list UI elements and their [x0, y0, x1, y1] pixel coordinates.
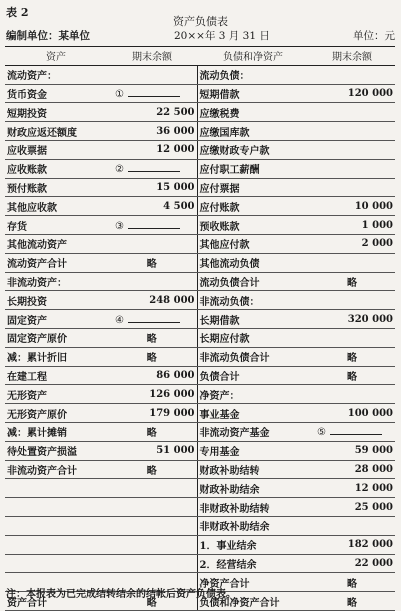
table-row [5, 385, 395, 404]
table-row [5, 216, 395, 235]
table-header-row [5, 47, 395, 66]
asset-name: 长期投资 [5, 291, 107, 310]
liability-balance [309, 65, 395, 84]
liability-balance [309, 140, 395, 159]
asset-name: 流动资产合计 [5, 253, 107, 272]
liability-name: 流动负债合计 [197, 272, 309, 291]
asset-balance [107, 216, 197, 235]
asset-name [5, 498, 107, 517]
liability-balance: 2 000 [309, 234, 395, 253]
liability-balance: 12 000 [309, 479, 395, 498]
asset-balance: 4 500 [107, 197, 197, 216]
answer-blank [128, 219, 180, 229]
asset-balance: 略 [107, 592, 197, 611]
table-row [5, 535, 395, 554]
asset-balance [107, 65, 197, 84]
liability-name: 长期借款 [197, 310, 309, 329]
table-row [5, 253, 395, 272]
liability-balance: 略 [309, 592, 395, 611]
liability-balance [309, 178, 395, 197]
table-row [5, 347, 395, 366]
liability-name: 净资产合计 [197, 573, 309, 592]
asset-balance: 51 000 [107, 441, 197, 460]
footnote: 注：本报表为已完成结转结余的结帐后资产负债表。 [6, 589, 236, 600]
liability-balance: 1 000 [309, 216, 395, 235]
table-row [5, 234, 395, 253]
table-number: 表 2 [6, 6, 29, 19]
liability-name: 应缴财政专户款 [197, 140, 309, 159]
header-assets-balance: 期末余额 [107, 47, 197, 66]
liability-name: 净资产： [197, 385, 309, 404]
table-row [5, 103, 395, 122]
liability-name: 应付票据 [197, 178, 309, 197]
asset-name: 应收票据 [5, 140, 107, 159]
asset-name: 资产合计 [5, 592, 107, 611]
asset-name: 货币资金 [5, 84, 107, 103]
asset-name: 非流动资产： [5, 272, 107, 291]
asset-name: 非流动资产合计 [5, 460, 107, 479]
table-row [5, 178, 395, 197]
asset-name: 无形资产 [5, 385, 107, 404]
table-row [5, 328, 395, 347]
header-info-row [6, 28, 395, 44]
liability-name: 长期应付款 [197, 328, 309, 347]
asset-balance [107, 554, 197, 573]
liability-name: 1．事业结余 [197, 535, 309, 554]
table-row [5, 404, 395, 423]
asset-balance: 略 [107, 460, 197, 479]
answer-marker: ③ [115, 220, 124, 232]
asset-name: 短期投资 [5, 103, 107, 122]
liability-name: 其他应付款 [197, 234, 309, 253]
liability-name: 应付职工薪酬 [197, 159, 309, 178]
table-row [5, 272, 395, 291]
liability-name: 负债合计 [197, 366, 309, 385]
balance-sheet-table [5, 46, 395, 611]
org-label: 编制单位：某单位 [6, 30, 90, 42]
header-liabilities: 负债和净资产 [197, 47, 309, 66]
asset-name: 在建工程 [5, 366, 107, 385]
liability-balance [309, 328, 395, 347]
asset-name: 存货 [5, 216, 107, 235]
table-row [5, 84, 395, 103]
asset-name: 预付账款 [5, 178, 107, 197]
currency-unit: 单位：元 [353, 30, 395, 42]
liability-name: 非财政补助结余 [197, 516, 309, 535]
page-title: 资产负债表 [173, 15, 228, 28]
asset-name [5, 535, 107, 554]
liability-balance: 略 [309, 347, 395, 366]
liability-balance: 25 000 [309, 498, 395, 517]
header-liabilities-balance: 期末余额 [309, 47, 395, 66]
asset-name: 减：累计折旧 [5, 347, 107, 366]
asset-name: 减：累计摊销 [5, 422, 107, 441]
liability-balance: 10 000 [309, 197, 395, 216]
liability-balance [309, 516, 395, 535]
asset-balance [107, 310, 197, 329]
answer-blank [128, 313, 180, 323]
asset-balance: 248 000 [107, 291, 197, 310]
asset-balance [107, 498, 197, 517]
table-row [5, 65, 395, 84]
asset-balance: 126 000 [107, 385, 197, 404]
liability-balance: 182 000 [309, 535, 395, 554]
table-row [5, 441, 395, 460]
asset-balance: 略 [107, 347, 197, 366]
liability-balance: 略 [309, 366, 395, 385]
asset-balance: 12 000 [107, 140, 197, 159]
asset-balance [107, 159, 197, 178]
asset-balance [107, 84, 197, 103]
table-row [5, 122, 395, 141]
asset-balance: 略 [107, 422, 197, 441]
liability-name: 事业基金 [197, 404, 309, 423]
liability-balance [309, 422, 395, 441]
liability-balance: 100 000 [309, 404, 395, 423]
asset-balance: 179 000 [107, 404, 197, 423]
liability-balance [309, 122, 395, 141]
liability-name: 应缴国库款 [197, 122, 309, 141]
liability-name: 非财政补助结转 [197, 498, 309, 517]
asset-balance: 15 000 [107, 178, 197, 197]
answer-marker: ① [115, 88, 124, 100]
liability-name: 应缴税费 [197, 103, 309, 122]
asset-name: 固定资产 [5, 310, 107, 329]
asset-balance: 36 000 [107, 122, 197, 141]
table-row [5, 460, 395, 479]
asset-balance [107, 234, 197, 253]
liability-balance: 略 [309, 573, 395, 592]
liability-name: 短期借款 [197, 84, 309, 103]
answer-blank [128, 87, 180, 97]
liability-name: 其他流动负债 [197, 253, 309, 272]
table-row [5, 197, 395, 216]
asset-balance [107, 516, 197, 535]
table-row [5, 516, 395, 535]
liability-balance: 略 [309, 272, 395, 291]
liability-name: 财政补助结转 [197, 460, 309, 479]
report-date: 20××年 3 月 31 日 [174, 30, 270, 42]
liability-name: 专用基金 [197, 441, 309, 460]
asset-balance [107, 272, 197, 291]
liability-name: 流动负债： [197, 65, 309, 84]
answer-blank [128, 162, 180, 172]
answer-marker: ④ [115, 314, 124, 326]
asset-name: 其他应收款 [5, 197, 107, 216]
liability-name: 预收账款 [197, 216, 309, 235]
asset-balance: 22 500 [107, 103, 197, 122]
asset-name: 固定资产原价 [5, 328, 107, 347]
liability-balance [309, 385, 395, 404]
liability-balance: 320 000 [309, 310, 395, 329]
asset-balance [107, 479, 197, 498]
table-row [5, 366, 395, 385]
asset-name [5, 516, 107, 535]
asset-balance [107, 535, 197, 554]
table-row [5, 140, 395, 159]
asset-name: 待处置资产损溢 [5, 441, 107, 460]
liability-balance [309, 159, 395, 178]
liability-balance [309, 291, 395, 310]
asset-name [5, 479, 107, 498]
header-assets: 资产 [5, 47, 107, 66]
asset-balance: 略 [107, 253, 197, 272]
answer-marker: ⑤ [317, 427, 326, 439]
asset-name: 应收账款 [5, 159, 107, 178]
table-row [5, 422, 395, 441]
liability-name: 非流动负债合计 [197, 347, 309, 366]
asset-name: 流动资产： [5, 65, 107, 84]
answer-blank [330, 425, 382, 435]
asset-name: 无形资产原价 [5, 404, 107, 423]
liability-balance [309, 253, 395, 272]
table-row [5, 498, 395, 517]
liability-name: 负债和净资产合计 [197, 592, 309, 611]
asset-name [5, 554, 107, 573]
liability-balance [309, 103, 395, 122]
table-row [5, 291, 395, 310]
liability-balance: 28 000 [309, 460, 395, 479]
asset-name: 其他流动资产 [5, 234, 107, 253]
table-row [5, 479, 395, 498]
table-row [5, 310, 395, 329]
asset-balance: 86 000 [107, 366, 197, 385]
liability-name: 财政补助结余 [197, 479, 309, 498]
asset-name: 财政应返还额度 [5, 122, 107, 141]
liability-balance: 22 000 [309, 554, 395, 573]
liability-name: 非流动资产基金 [197, 422, 309, 441]
table-row [5, 554, 395, 573]
liability-name: 非流动负债： [197, 291, 309, 310]
answer-marker: ② [115, 164, 124, 176]
liability-balance: 59 000 [309, 441, 395, 460]
asset-balance: 略 [107, 328, 197, 347]
liability-balance: 120 000 [309, 84, 395, 103]
liability-name: 2．经营结余 [197, 554, 309, 573]
liability-name: 应付账款 [197, 197, 309, 216]
table-row [5, 159, 395, 178]
